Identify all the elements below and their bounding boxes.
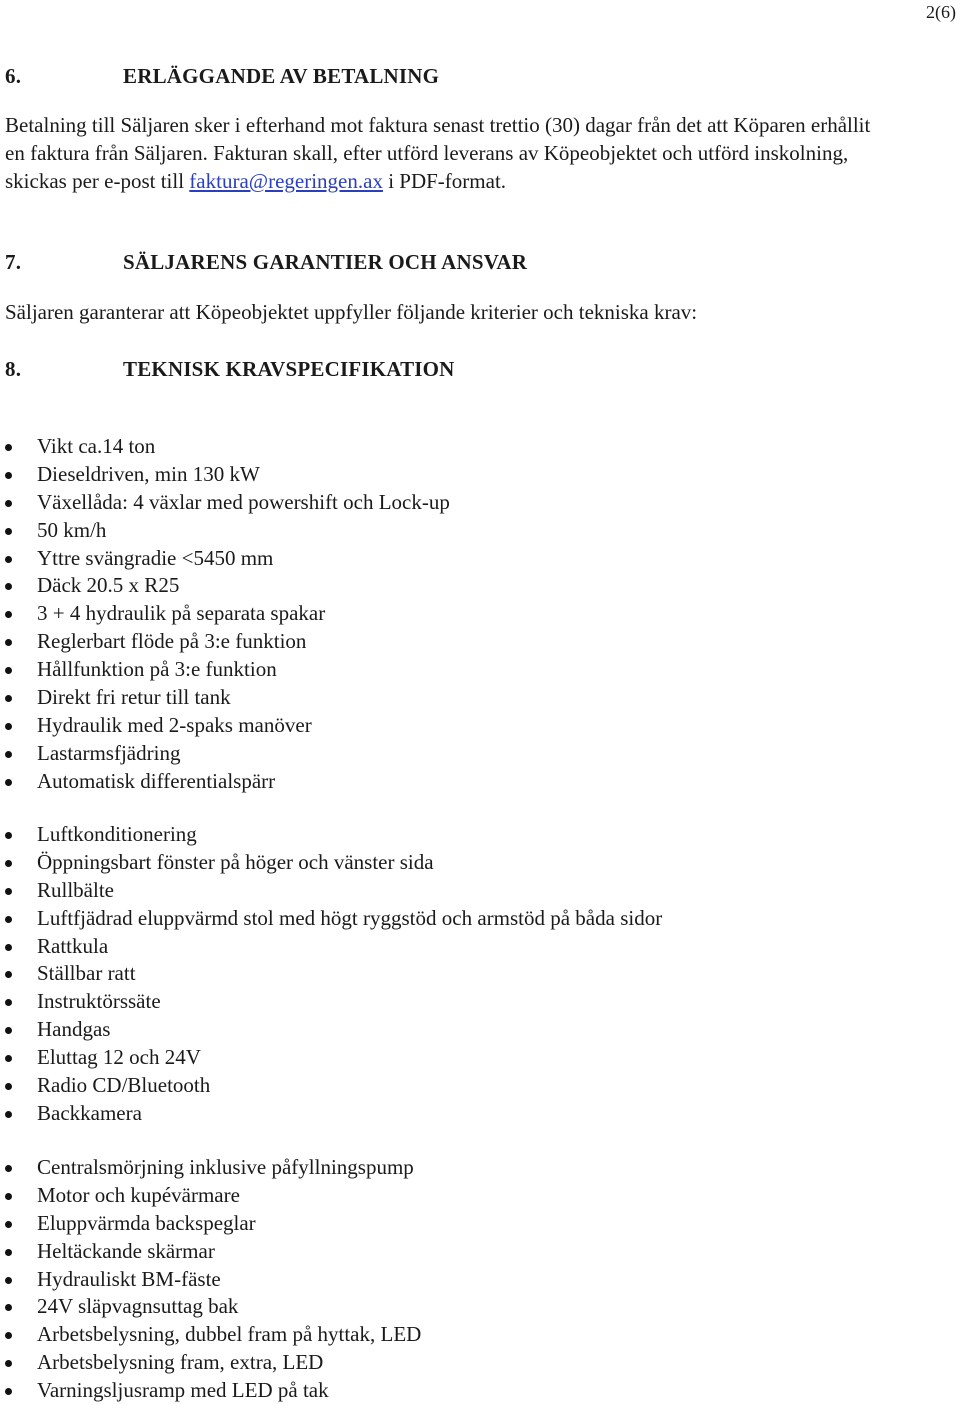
list-item-text: Arbetsbelysning fram, extra, LED — [37, 1350, 324, 1375]
list-item — [0, 461, 450, 489]
bullet-icon — [5, 1360, 12, 1367]
section-6-heading — [5, 64, 439, 89]
section-7-text: Säljaren garanterar att Köpeobjektet uppfyller följande kriterier och tekniska krav: — [5, 300, 698, 324]
bullet-icon — [5, 1332, 12, 1339]
list-item — [0, 1293, 421, 1321]
bullet-icon — [5, 1304, 12, 1311]
list-item — [0, 1154, 421, 1182]
section-8-heading — [5, 357, 455, 382]
list-item-text: Yttre svängradie <5450 mm — [37, 545, 274, 570]
list-item-text: Öppningsbart fönster på höger och vänster sida — [37, 849, 434, 874]
list-item-text: Arbetsbelysning, dubbel fram på hyttak, LED — [37, 1322, 422, 1347]
list-item — [0, 1238, 421, 1266]
list-item — [0, 545, 450, 573]
bullet-icon — [5, 1111, 12, 1118]
section-6-line-2: en faktura från Säljaren. Fakturan skall, efter utförd leverans av Köpeobjektet och utförd inskolning, — [5, 141, 849, 165]
section-7-title: SÄLJARENS GARANTIER OCH ANSVAR — [123, 250, 528, 274]
bullet-icon — [5, 667, 12, 674]
list-item — [0, 1349, 421, 1377]
list-item-text: Varningsljusramp med LED på tak — [37, 1378, 329, 1403]
bullet-icon — [5, 1277, 12, 1284]
bullet-icon — [5, 1193, 12, 1200]
list-item — [0, 933, 662, 961]
email-link[interactable]: faktura@regeringen.ax — [189, 169, 383, 193]
list-item-text: Dieseldriven, min 130 kW — [37, 461, 260, 486]
spec-list-2 — [0, 821, 662, 1128]
bullet-icon — [5, 1221, 12, 1228]
list-item-text: Vikt ca.14 ton — [37, 434, 156, 458]
bullet-icon — [5, 695, 12, 702]
list-item — [0, 572, 450, 600]
bullet-icon — [5, 1388, 12, 1395]
bullet-icon — [5, 888, 12, 895]
bullet-icon — [5, 779, 12, 786]
section-6-number: 6. — [5, 64, 22, 88]
bullet-icon — [5, 999, 12, 1006]
section-6-paragraph — [5, 111, 955, 195]
list-item — [0, 1100, 662, 1128]
spec-list-1 — [0, 433, 450, 796]
list-item-text: Eluttag 12 och 24V — [37, 1045, 201, 1070]
list-item — [0, 628, 450, 656]
bullet-icon — [5, 723, 12, 730]
list-item-text: Ställbar ratt — [37, 961, 136, 986]
list-item — [0, 1044, 662, 1072]
list-item-text: Luftfjädrad eluppvärmd stol med högt ryggstöd och armstöd på båda sidor — [37, 905, 663, 930]
bullet-icon — [5, 528, 12, 535]
bullet-icon — [5, 583, 12, 590]
list-item — [0, 684, 450, 712]
list-item — [0, 821, 662, 849]
list-item-text: 50 km/h — [37, 517, 107, 542]
list-item — [0, 768, 450, 796]
list-item — [0, 712, 450, 740]
list-item — [0, 740, 450, 768]
list-item-text: Centralsmörjning inklusive påfyllningspump — [37, 1155, 414, 1179]
bullet-icon — [5, 500, 12, 507]
list-item — [0, 517, 450, 545]
page-number: 2(6) — [926, 2, 956, 22]
bullet-icon — [5, 751, 12, 758]
bullet-icon — [5, 472, 12, 479]
list-item-text: Backkamera — [37, 1100, 142, 1125]
bullet-icon — [5, 971, 12, 978]
bullet-icon — [5, 611, 12, 618]
section-8-number: 8. — [5, 357, 22, 381]
bullet-icon — [5, 916, 12, 923]
list-item — [0, 489, 450, 517]
list-item — [0, 960, 662, 988]
bullet-icon — [5, 1027, 12, 1034]
section-7-number: 7. — [5, 250, 22, 274]
bullet-icon — [5, 1083, 12, 1090]
section-6-title: ERLÄGGANDE AV BETALNING — [123, 64, 440, 88]
list-item-text: Automatisk differentialspärr — [37, 768, 276, 793]
list-item-text: Handgas — [37, 1017, 111, 1042]
bullet-icon — [5, 1055, 12, 1062]
list-item-text: Direkt fri retur till tank — [37, 685, 231, 710]
spec-list-3 — [0, 1154, 421, 1405]
list-item-text: Radio CD/Bluetooth — [37, 1073, 211, 1098]
list-item-text: Eluppvärmda backspeglar — [37, 1210, 256, 1235]
list-item-text: Motor och kupévärmare — [37, 1182, 240, 1207]
list-item — [0, 1016, 662, 1044]
list-item-text: Instruktörssäte — [37, 989, 161, 1014]
list-item — [0, 988, 662, 1016]
section-7-heading — [5, 250, 527, 275]
section-6-line-3 — [5, 167, 955, 195]
list-item-text: Reglerbart flöde på 3:e funktion — [37, 629, 307, 654]
list-item-text: Rullbälte — [37, 877, 114, 902]
bullet-icon — [5, 944, 12, 951]
list-item-text: Hållfunktion på 3:e funktion — [37, 657, 277, 682]
list-item — [0, 905, 662, 933]
bullet-icon — [5, 556, 12, 563]
bullet-icon — [5, 1249, 12, 1256]
list-item — [0, 1321, 421, 1349]
list-item-text: Växellåda: 4 växlar med powershift och Lock-up — [37, 489, 450, 514]
list-item — [0, 656, 450, 684]
list-item — [0, 600, 450, 628]
list-item-text: 24V släpvagnsuttag bak — [37, 1294, 239, 1319]
list-item-text: Hydraulik med 2-spaks manöver — [37, 712, 312, 737]
section-6-line-3-end: i PDF-format. — [382, 169, 507, 193]
bullet-icon — [5, 444, 12, 451]
list-item — [0, 1182, 421, 1210]
bullet-icon — [5, 860, 12, 867]
section-8-title: TEKNISK KRAVSPECIFIKATION — [123, 357, 455, 381]
bullet-icon — [5, 1165, 12, 1172]
list-item-text: Däck 20.5 x R25 — [37, 573, 180, 598]
list-item — [0, 849, 662, 877]
list-item — [0, 1266, 421, 1294]
list-item-text: Luftkonditionering — [37, 822, 197, 846]
section-6-line-1: Betalning till Säljaren sker i efterhand mot faktura senast trettio (30) dagar från det att Köparen erhållit — [5, 113, 871, 137]
list-item-text: Lastarmsfjädring — [37, 740, 181, 765]
list-item — [0, 1210, 421, 1238]
list-item — [0, 1377, 421, 1405]
list-item-text: Hydrauliskt BM-fäste — [37, 1266, 221, 1291]
list-item-text: 3 + 4 hydraulik på separata spakar — [37, 601, 326, 626]
list-item — [0, 1072, 662, 1100]
list-item-text: Heltäckande skärmar — [37, 1238, 215, 1263]
bullet-icon — [5, 639, 12, 646]
list-item — [0, 877, 662, 905]
bullet-icon — [5, 832, 12, 839]
list-item — [0, 433, 450, 461]
list-item-text: Rattkula — [37, 933, 109, 958]
section-6-line-3-start: skickas per e-post till — [5, 169, 190, 193]
